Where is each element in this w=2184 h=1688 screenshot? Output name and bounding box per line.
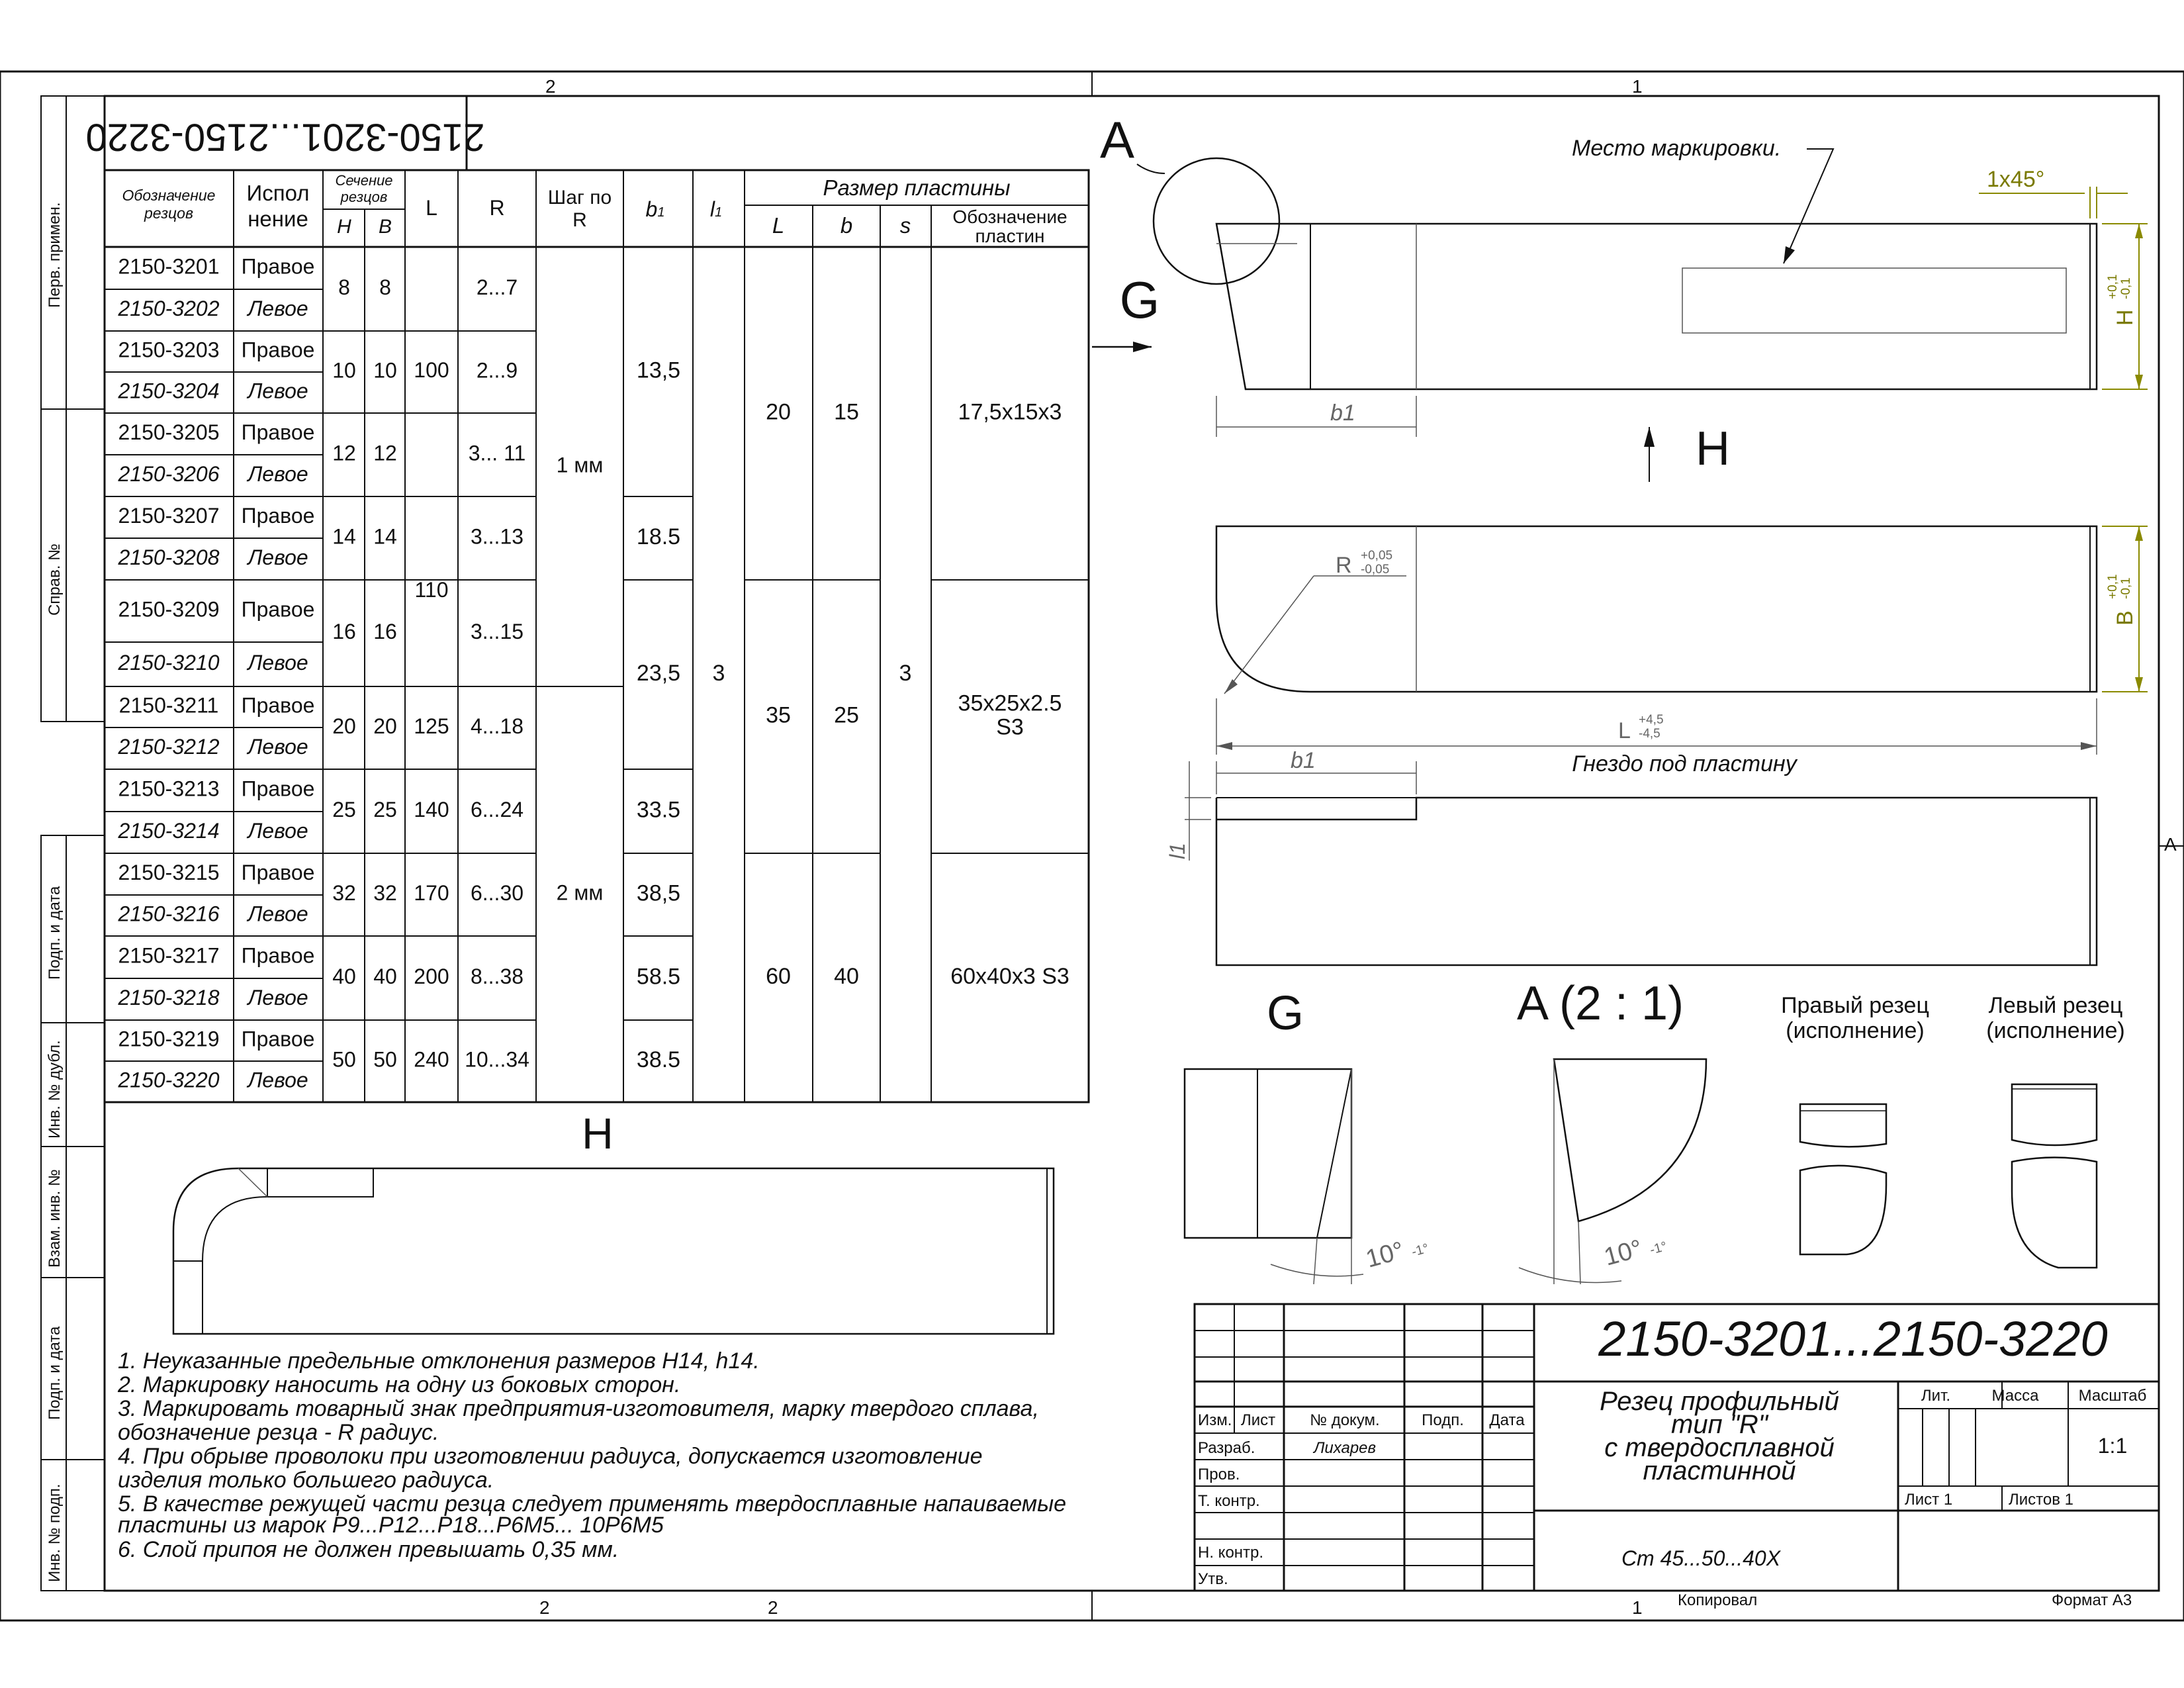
r-cell: 3... 11: [468, 441, 526, 465]
h-cell: 20: [332, 714, 356, 738]
detail-a-circle: [1154, 158, 1279, 284]
r-cell: 2...7: [476, 275, 518, 299]
th-section-1: Сечение: [335, 172, 393, 189]
version-cell: Правое: [241, 254, 315, 279]
zone-bottom-3: 1: [1632, 1597, 1643, 1618]
view-h-label: H: [582, 1109, 614, 1158]
dim-h-tol-plus: +0,1: [2106, 274, 2120, 299]
zone-bottom-1: 2: [539, 1597, 550, 1618]
dim-b-tol-plus: +0,1: [2106, 574, 2120, 599]
th-designation-2: резцов: [144, 205, 193, 222]
th-version-2: нение: [248, 207, 308, 231]
b1-cell: 18.5: [636, 524, 681, 549]
plate-code-cell: S3: [996, 714, 1024, 740]
side-label-4: Инв. № дубл.: [46, 1040, 64, 1139]
marking-rect: [1682, 268, 2066, 333]
label-h: H: [1696, 422, 1730, 475]
version-cell: Правое: [241, 693, 315, 718]
zone-right: A: [2164, 834, 2177, 855]
zone-bottom-2: 2: [768, 1597, 778, 1618]
developer-name: Лихарев: [1313, 1439, 1377, 1457]
code-cell: 2150-3205: [118, 420, 220, 444]
l1-cell: 3: [712, 660, 725, 686]
code-cell: 2150-3218: [118, 985, 220, 1009]
dim-l: L: [1618, 718, 1631, 743]
side-label-7: Инв. № подп.: [46, 1483, 64, 1582]
b-cell: 12: [373, 441, 397, 465]
r-cell: 4...18: [470, 714, 524, 738]
plate-b-cell: 15: [834, 399, 859, 425]
mass-label: Масса: [1991, 1387, 2039, 1405]
th-section-2: резцов: [340, 189, 388, 205]
role-check: Пров.: [1198, 1466, 1240, 1483]
sheet-label: Лист 1: [1905, 1491, 1953, 1509]
code-cell: 2150-3211: [118, 693, 219, 718]
h-cell: 16: [332, 619, 356, 643]
doc-name-4: пластинной: [1643, 1456, 1796, 1485]
note-3b: обозначение резца - R радиус.: [118, 1420, 439, 1445]
version-cell: Правое: [241, 860, 315, 884]
l-cell: 110: [414, 577, 449, 602]
dim-b1-slot: b1: [1291, 748, 1316, 773]
marking-label: Место маркировки.: [1572, 136, 1782, 161]
note-2: 2. Маркировку наносить на одну из боковых сторон.: [118, 1372, 681, 1397]
angle-g: 10°: [1363, 1237, 1407, 1274]
b1-cell: 38,5: [636, 880, 681, 906]
b-cell: 50: [373, 1047, 397, 1072]
r-cell: 3...15: [470, 619, 524, 643]
side-label-3: Подп. и дата: [46, 886, 64, 980]
scale-label: Масштаб: [2078, 1387, 2147, 1405]
b1-cell: 58.5: [636, 964, 681, 990]
b-cell: 14: [373, 524, 397, 549]
version-cell: Правое: [241, 503, 315, 528]
plate-b-cell: 25: [834, 702, 859, 728]
tb-row-list: Лист: [1241, 1411, 1276, 1429]
side-label-5: Взам. инв. №: [46, 1169, 64, 1268]
doc-number: 2150-3201...2150-3220: [1598, 1311, 2108, 1366]
code-cell: 2150-3214: [118, 818, 220, 843]
sheets-label: Листов 1: [2009, 1491, 2073, 1509]
version-cell: Левое: [248, 902, 308, 926]
dim-h: H: [2113, 309, 2138, 326]
l-cell: 240: [414, 1047, 449, 1072]
dim-r-tol-minus: -0,05: [1361, 563, 1390, 577]
version-cell: Левое: [248, 818, 308, 843]
slot-view: [1165, 748, 2097, 965]
dim-b1-top: b1: [1330, 400, 1355, 426]
l-cell: 100: [414, 357, 449, 382]
b-cell: 32: [373, 880, 397, 905]
plate-code-cell: 17,5x15x3: [958, 399, 1062, 425]
notes-block: [117, 1348, 1066, 1562]
dim-l-tol-minus: -4,5: [1639, 727, 1661, 741]
note-3a: 3. Маркировать товарный знак предприятия-изготовителя, марку твердого сплава,: [118, 1396, 1039, 1421]
code-cell: 2150-3216: [118, 902, 220, 926]
th-b1: b1: [645, 197, 665, 221]
view-a-label: A (2 : 1): [1516, 977, 1684, 1030]
right-cutter-paren: (исполнение): [1786, 1018, 1925, 1043]
h-cell: 50: [332, 1047, 356, 1072]
main-view: [1092, 111, 2148, 482]
label-a: A: [1099, 111, 1135, 169]
note-4b: изделия только большего радиуса.: [118, 1468, 494, 1493]
version-cell: Правое: [241, 1027, 315, 1051]
tb-row-sign: Подп.: [1422, 1411, 1464, 1429]
version-cell: Левое: [248, 985, 308, 1009]
b1-cell: 33.5: [636, 797, 681, 823]
code-cell: 2150-3207: [118, 503, 220, 528]
th-L: L: [426, 196, 437, 220]
version-cell: Правое: [241, 776, 315, 801]
role-dev: Разраб.: [1198, 1439, 1255, 1457]
side-label-6: Подп. и дата: [46, 1326, 64, 1420]
th-plate-code-2: пластин: [975, 226, 1045, 246]
dim-r: R: [1336, 553, 1352, 578]
version-cell: Левое: [248, 734, 308, 759]
th-step-1: Шаг по: [547, 187, 612, 209]
h-cell: 40: [332, 964, 356, 988]
title-block: [1195, 1304, 2159, 1591]
lit-label: Лит.: [1921, 1387, 1951, 1405]
code-cell: 2150-3206: [118, 461, 220, 486]
side-strip: [41, 96, 105, 1591]
b1-cell: 23,5: [636, 660, 681, 686]
l-cell: 200: [414, 964, 449, 988]
zone-top-left: 2: [545, 76, 556, 97]
dim-l-tol-plus: +4,5: [1639, 713, 1664, 727]
slot-label: Гнездо под пластину: [1572, 751, 1797, 776]
code-cell: 2150-3203: [118, 338, 220, 362]
note-1: 1. Неуказанные предельные отклонения размеров H14, h14.: [118, 1348, 760, 1374]
th-version-1: Испол: [246, 181, 310, 205]
doc-name-3: с твердосплавной: [1604, 1433, 1835, 1462]
th-step-2: R: [572, 209, 587, 231]
code-cell: 2150-3204: [118, 379, 220, 403]
r-cell: 6...30: [470, 880, 524, 905]
angle-a-tol: -1°: [1648, 1239, 1669, 1258]
version-cell: Левое: [248, 379, 308, 403]
angle-a: 10°: [1601, 1235, 1645, 1272]
side-label-2: Справ. №: [46, 543, 64, 616]
view-h-bottom: [173, 1109, 1054, 1334]
table-title: 2150-3201...2150-3220: [85, 115, 485, 159]
version-cell: Правое: [241, 597, 315, 622]
scale-value: 1:1: [2097, 1434, 2128, 1458]
code-cell: 2150-3215: [118, 860, 220, 884]
code-cell: 2150-3219: [118, 1027, 220, 1051]
th-plate-s: s: [899, 213, 911, 238]
version-cell: Левое: [248, 1068, 308, 1092]
note-6: 6. Слой припоя не должен превышать 0,35 мм.: [118, 1537, 619, 1562]
th-plate-code-1: Обозначение: [952, 207, 1068, 227]
plate-b-cell: 40: [834, 963, 859, 989]
doc-name-1: Резец профильный: [1600, 1387, 1839, 1416]
b-cell: 20: [373, 714, 397, 738]
note-5a: 5. В качестве режущей части резца следует применять твердосплавные напаиваемые: [118, 1491, 1067, 1517]
version-cell: Левое: [248, 545, 308, 569]
th-plate-size: Размер пластины: [823, 175, 1011, 200]
code-cell: 2150-3210: [118, 650, 220, 675]
th-R: R: [489, 196, 505, 220]
label-g: G: [1119, 271, 1160, 329]
code-cell: 2150-3208: [118, 545, 220, 569]
dim-r-tol-plus: +0,05: [1361, 549, 1393, 563]
left-cutter-label: Левый резец: [1988, 993, 2123, 1018]
h-cell: 8: [338, 275, 350, 299]
dim-b: B: [2113, 610, 2138, 626]
b-cell: 10: [373, 358, 397, 383]
left-cutter-paren: (исполнение): [1986, 1018, 2125, 1043]
th-plate-L: L: [772, 213, 785, 238]
th-H: H: [337, 216, 351, 238]
h-cell: 25: [332, 797, 356, 821]
format-label: Формат А3: [2052, 1591, 2132, 1609]
l-cell: 170: [414, 880, 449, 905]
plate-l-cell: 35: [766, 702, 791, 728]
parameter-table: [105, 170, 1089, 1102]
s-cell: 3: [899, 660, 912, 686]
r-cell: 6...24: [470, 797, 524, 821]
b-cell: 8: [379, 275, 391, 299]
version-cell: Левое: [248, 461, 308, 486]
tb-row-date: Дата: [1489, 1411, 1525, 1429]
tb-row-doc: № докум.: [1310, 1411, 1380, 1429]
th-B: B: [378, 216, 392, 238]
version-cell: Левое: [248, 650, 308, 675]
version-cell: Левое: [248, 296, 308, 320]
r-cell: 10...34: [465, 1047, 529, 1072]
zone-top-right: 1: [1632, 76, 1643, 97]
side-label-1: Перв. примен.: [46, 202, 64, 308]
version-cell: Правое: [241, 338, 315, 362]
code-cell: 2150-3212: [118, 734, 220, 759]
role-tcontrol: Т. контр.: [1198, 1492, 1260, 1510]
material: Ст 45...50...40X: [1621, 1546, 1781, 1570]
tb-row-izm: Изм.: [1198, 1411, 1232, 1429]
copied-label: Копировал: [1678, 1591, 1758, 1609]
plate-code-cell: 60x40x3 S3: [950, 963, 1069, 989]
b1-cell: 38.5: [636, 1047, 681, 1072]
b-cell: 40: [373, 964, 397, 988]
l-cell: 140: [414, 797, 449, 821]
th-designation-1: Обозначение: [122, 187, 216, 204]
step-cell: 1 мм: [556, 453, 604, 477]
right-cutter-label: Правый резец: [1781, 993, 1929, 1018]
detail-g: [1185, 987, 1430, 1284]
b-cell: 25: [373, 797, 397, 821]
plate-l-cell: 60: [766, 963, 791, 989]
view-g-label: G: [1266, 987, 1304, 1040]
l-cell: 125: [414, 714, 449, 738]
b-cell: 16: [373, 619, 397, 643]
version-cell: Правое: [241, 420, 315, 444]
plate-l-cell: 20: [766, 399, 791, 425]
h-cell: 10: [332, 358, 356, 383]
angle-g-tol: -1°: [1410, 1241, 1431, 1260]
note-5b: пластины из марок Р9...Р12...Р18...Р6М5... 10Р6М5: [118, 1513, 664, 1538]
th-plate-b: b: [840, 213, 853, 238]
chamfer-label: 1x45°: [1987, 167, 2045, 192]
plate-code-cell: 35x25x2.5: [958, 690, 1062, 716]
version-cell: Правое: [241, 943, 315, 968]
dim-b-tol-minus: -0,1: [2119, 577, 2133, 599]
r-cell: 8...38: [470, 964, 524, 988]
dim-h-tol-minus: -0,1: [2119, 277, 2133, 299]
code-cell: 2150-3201: [118, 254, 220, 279]
h-cell: 12: [332, 441, 356, 465]
doc-name-2: тип "R": [1671, 1410, 1768, 1439]
th-l1: l1: [709, 197, 723, 221]
detail-a: [1517, 977, 1706, 1284]
role-ncontrol: Н. контр.: [1198, 1544, 1264, 1562]
left-cutter-detail: [1986, 993, 2124, 1268]
right-cutter-detail: [1781, 993, 1929, 1254]
h-cell: 32: [332, 880, 356, 905]
b1-cell: 13,5: [636, 357, 681, 383]
role-approve: Утв.: [1198, 1570, 1228, 1588]
top-view: [1216, 526, 2148, 776]
r-cell: 3...13: [470, 524, 524, 549]
code-cell: 2150-3202: [118, 296, 220, 320]
code-cell: 2150-3220: [118, 1068, 220, 1092]
note-4a: 4. При обрыве проволоки при изготовлении радиуса, допускается изготовление: [118, 1444, 983, 1469]
code-cell: 2150-3209: [118, 597, 220, 622]
code-cell: 2150-3217: [118, 943, 220, 968]
code-cell: 2150-3213: [118, 776, 220, 801]
step-cell: 2 мм: [556, 880, 604, 905]
dim-l1: l1: [1165, 843, 1189, 859]
h-cell: 14: [332, 524, 356, 549]
r-cell: 2...9: [476, 358, 518, 383]
